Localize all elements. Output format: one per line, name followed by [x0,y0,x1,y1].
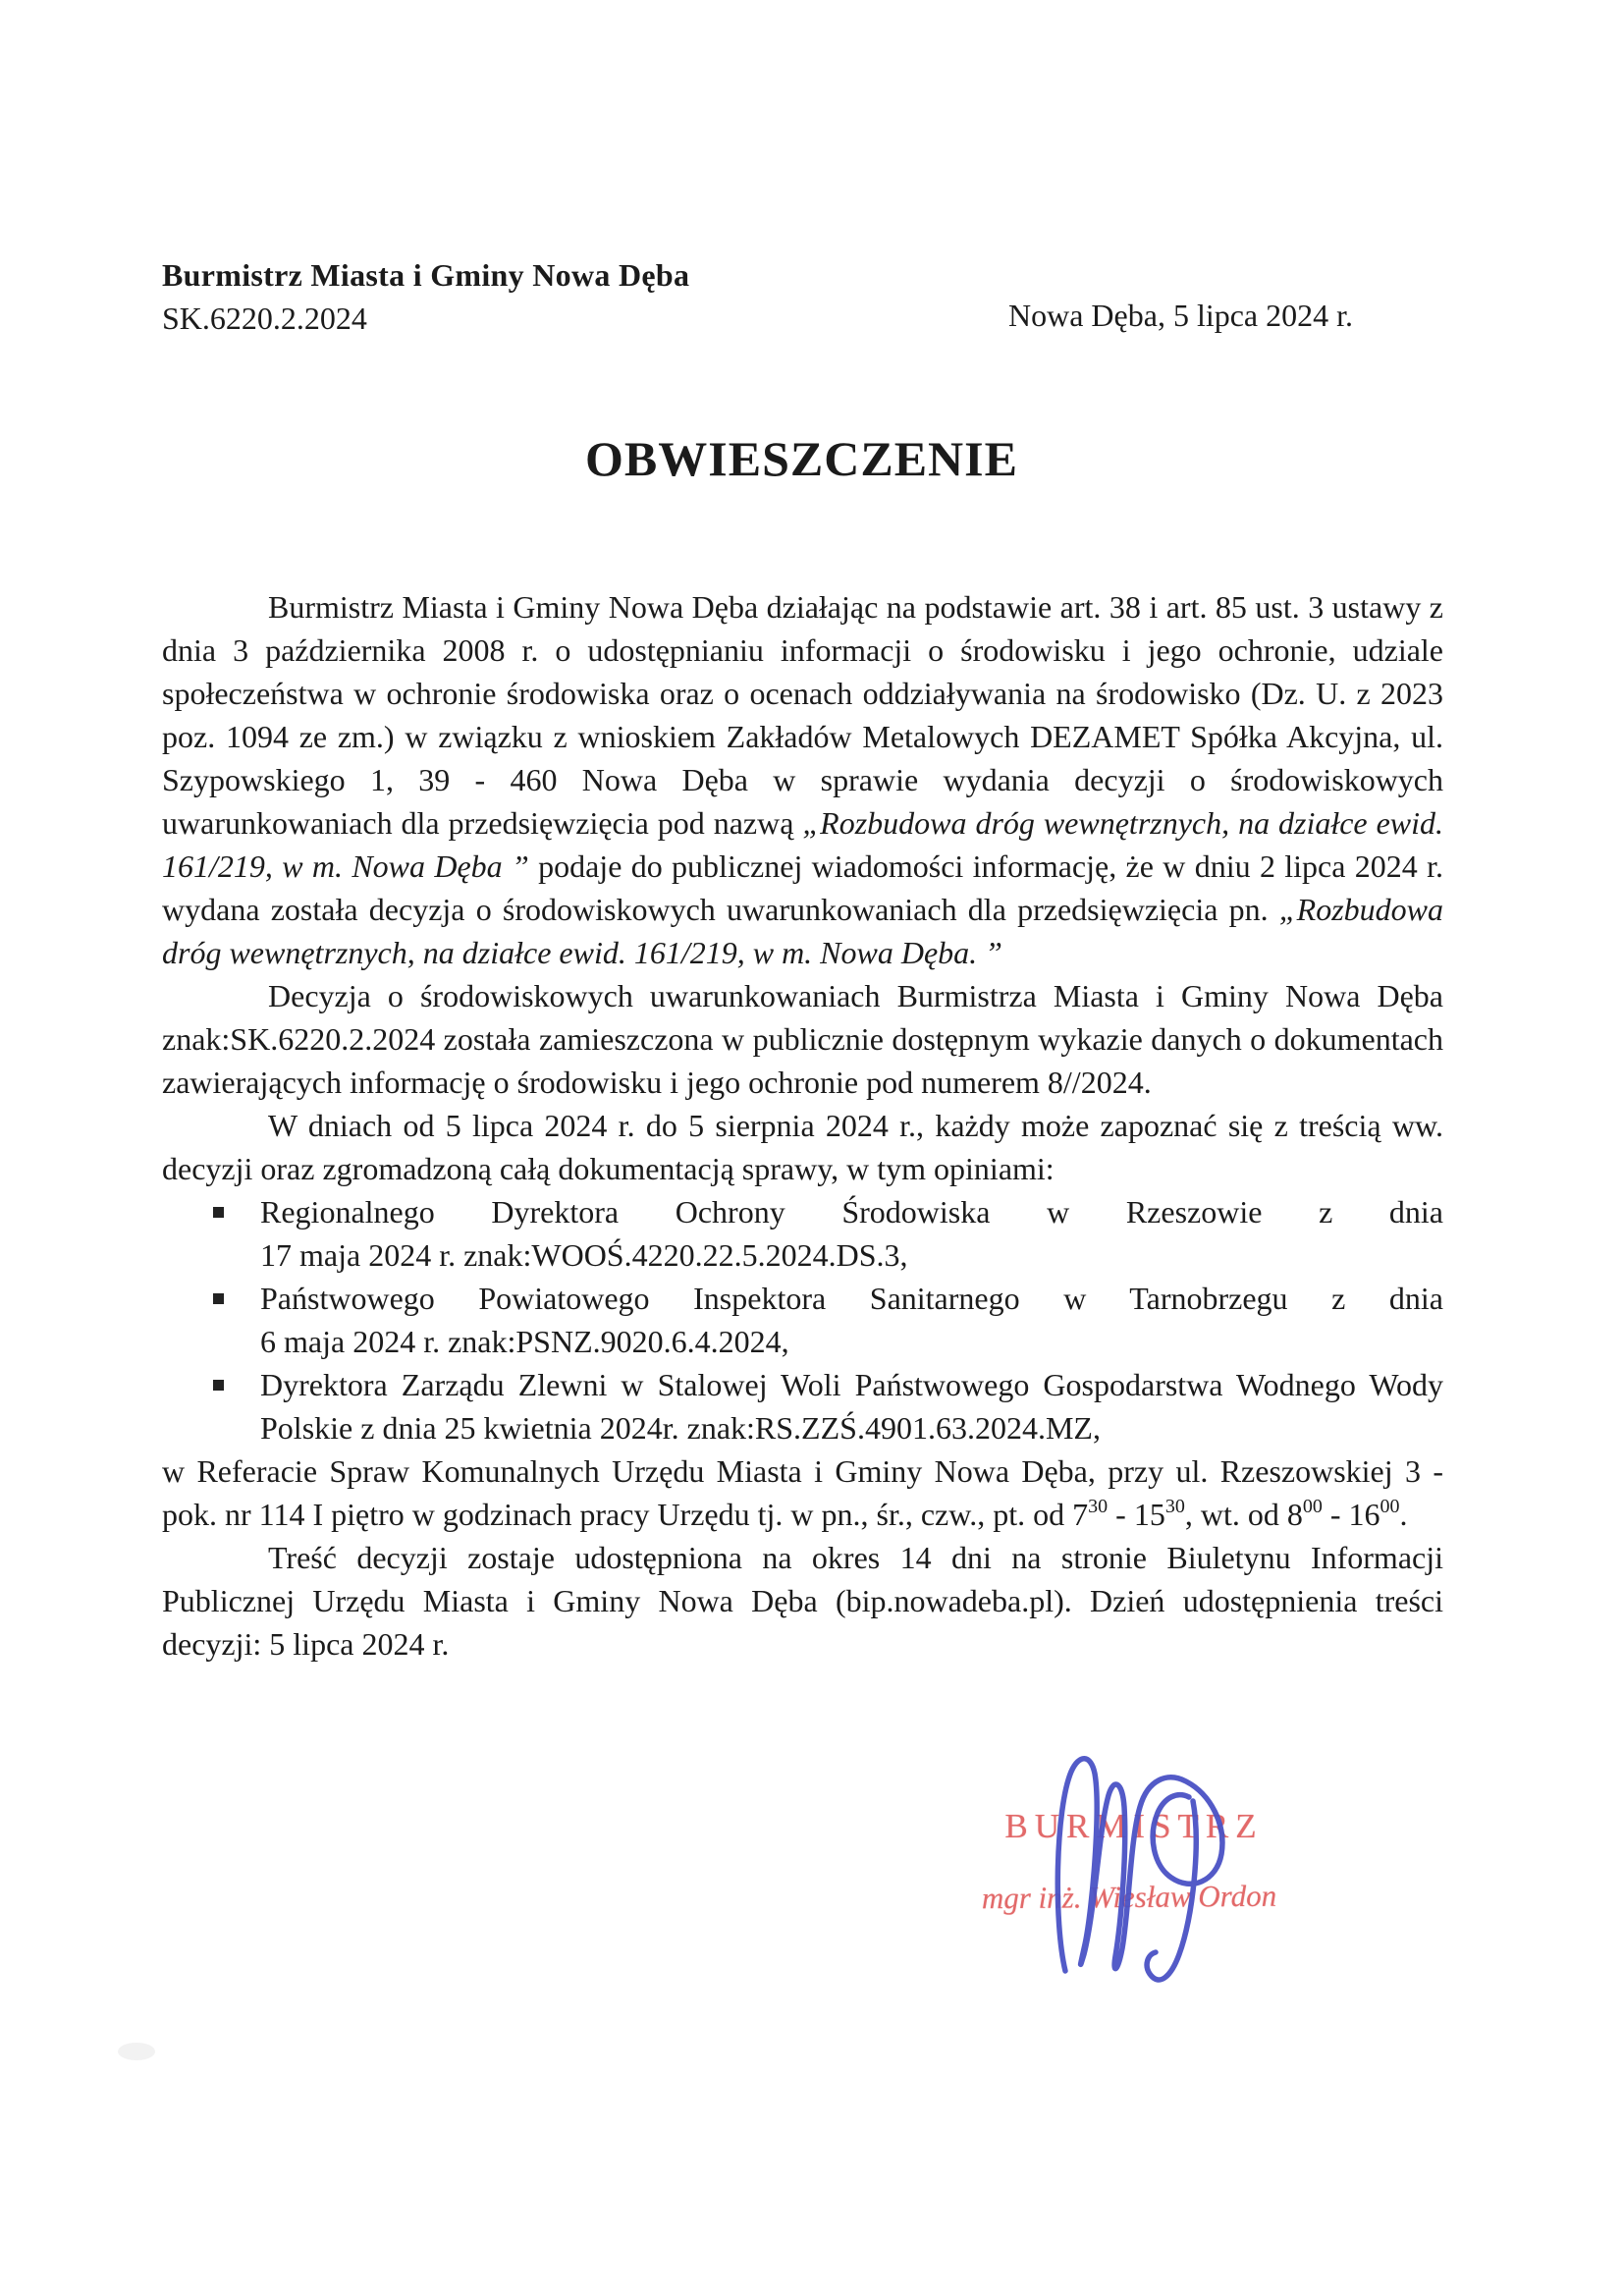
document-body [162,585,1443,1666]
issuer-name: Burmistrz Miasta i Gminy Nowa Dęba [162,257,690,293]
paragraph-text: - 16 [1322,1497,1380,1532]
opinion-line: Regionalnego Dyrektora Ochrony Środowiska w Rzeszowie z dnia [260,1194,1443,1230]
project-name-quote: „Rozbudowa dróg wewnętrznych, na działce ewid. 161/219, w m. Nowa Dęba ” [162,805,1444,884]
handwritten-signature-icon [1024,1750,1235,1991]
paragraph-legal-basis [162,585,1443,974]
stamp-title: BURMISTRZ [1004,1807,1264,1845]
paragraph-office-hours [162,1449,1443,1536]
opinion-line: Państwowego Powiatowego Inspektora Sanitarnego w Tarnobrzegu z dnia [260,1281,1443,1316]
bullet-square-icon [213,1380,224,1391]
paragraph-text: w Referacie Spraw Komunalnych Urzędu Miasta i Gminy Nowa Dęba, przy ul. Rzeszowskiej 3 - pok. nr 114 I piętro w godzinach pracy Urzędu tj. w pn., śr., czw., pt. od 7 [162,1453,1443,1532]
paragraph-bip-publication: Treść decyzji zostaje udostępniona na okres 14 dni na stronie Biuletynu Informacji Publicznej Urzędu Miasta i Gminy Nowa Dęba (bip.nowadeba.pl). Dzień udostępnienia treści decyzji: 5 lipca 2024 r. [162,1540,1443,1662]
opinion-line: 6 maja 2024 r. znak:PSNZ.9020.6.4.2024, [260,1324,789,1359]
paragraph-public-register: Decyzja o środowiskowych uwarunkowaniach Burmistrza Miasta i Gminy Nowa Dęba znak:SK.6220.2.2024 została zamieszczona w publicznie dostępnym wykazie danych o dokumentach zawierających informację o środowisku i jego ochronie pod numerem 8//2024. [162,978,1443,1100]
list-item [162,1277,1443,1363]
list-item [162,1363,1443,1449]
paragraph-text: - 15 [1108,1497,1165,1532]
bullet-square-icon [213,1207,224,1218]
paragraph-inspection-period: W dniach od 5 lipca 2024 r. do 5 sierpnia 2024 r., każdy może zapoznać się z treścią ww. decyzji oraz zgromadzoną całą dokumentacją sprawy, w tym opiniami: [162,1108,1443,1186]
paragraph-text: , wt. od 8 [1184,1497,1303,1532]
hours-superscript: 30 [1088,1496,1109,1517]
signature-block [977,1746,1291,2001]
list-item [162,1190,1443,1277]
opinion-line: 17 maja 2024 r. znak:WOOŚ.4220.22.5.2024.DS.3, [260,1237,908,1273]
project-name-quote: „Rozbudowa dróg wewnętrznych, na działce ewid. 161/219, w m. Nowa Dęba. ” [162,892,1443,970]
document-title: OBWIESZCZENIE [585,431,1018,486]
hours-superscript: 00 [1302,1496,1323,1517]
opinion-line: Dyrektora Zarządu Zlewni w Stalowej Woli Państwowego Gospodarstwa Wodnego Wody [260,1367,1443,1402]
paragraph-text: podaje do publicznej wiadomości informację, że w dniu 2 lipca 2024 r. wydana została decyzja o środowiskowych uwarunkowaniach dla przedsięwzięcia pn. [162,848,1444,927]
paragraph-text: . [1399,1497,1408,1532]
bullet-square-icon [213,1293,224,1304]
hours-superscript: 30 [1164,1496,1185,1517]
place-and-date: Nowa Dęba, 5 lipca 2024 r. [1008,298,1354,333]
paragraph-text: Burmistrz Miasta i Gminy Nowa Dęba działając na podstawie art. 38 i art. 85 ust. 3 ustawy z dnia 3 października 2008 r. o udostępnianiu informacji o środowisku i jego ochronie, udziale społeczeństwa w ochronie środowiska oraz o ocenach oddziaływania na środowisko (Dz. U. z 2023 poz. 1094 ze zm.) w związku z wnioskiem Zakładów Metalowych DEZAMET Spółka Akcyjna, ul. Szypowskiego 1, 39 - 460 Nowa Dęba w sprawie wydania decyzji o środowiskowych uwarunkowaniach dla przedsięwzięcia pod nazwą [162,589,1443,841]
scan-smudge [118,2043,155,2060]
opinions-list [162,1190,1443,1449]
case-number: SK.6220.2.2024 [162,301,367,336]
stamp-name: mgr inż. Wiesław Ordon [981,1878,1277,1916]
opinion-line: Polskie z dnia 25 kwietnia 2024r. znak:RS.ZZŚ.4901.63.2024.MZ, [260,1410,1101,1446]
hours-superscript: 00 [1380,1496,1400,1517]
